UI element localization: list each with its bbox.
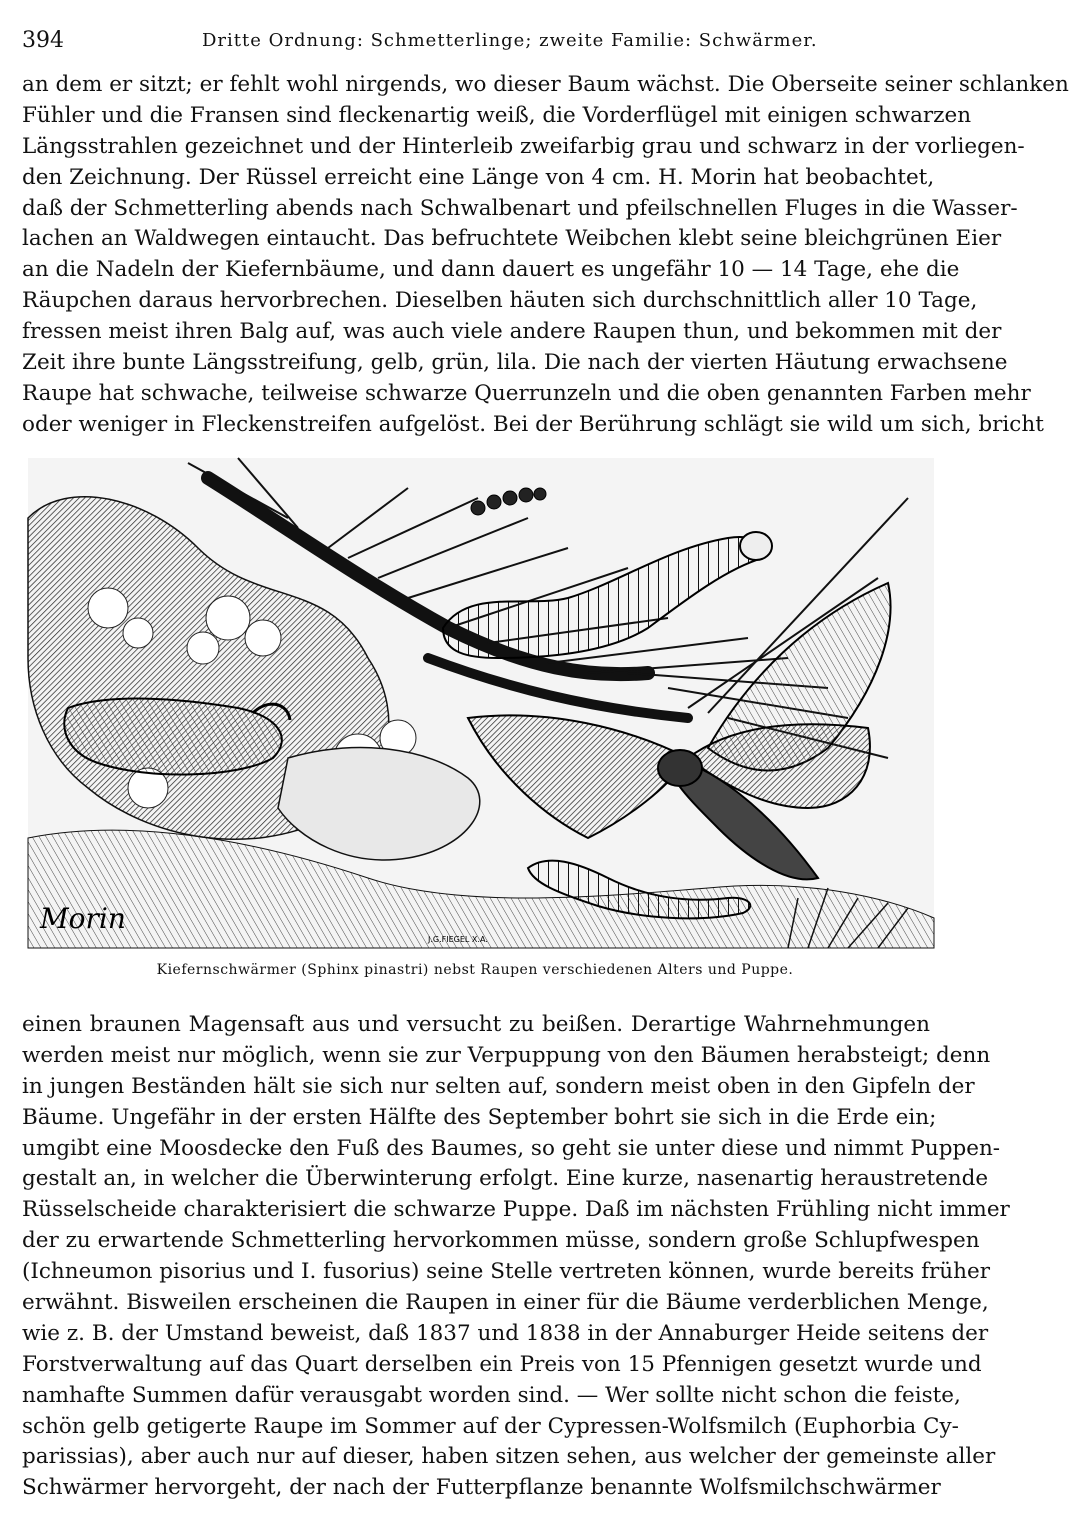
page-header xyxy=(22,28,928,56)
text-line: Rüsselscheide charakterisiert die schwarze Puppe. Daß im nächsten Frühling nicht immer xyxy=(22,1197,1010,1223)
text-line: Forstverwaltung auf das Quart derselben ein Preis von 15 Pfennigen gesetzt wurde und xyxy=(22,1351,982,1377)
page-number: 394 xyxy=(22,28,64,53)
text-line: Räupchen daraus hervorbrechen. Dieselben häuten sich durchschnittlich aller 10 Tage, xyxy=(22,288,978,314)
text-line: daß der Schmetterling abends nach Schwalbenart und pfeilschnellen Fluges in die Wasser- xyxy=(22,195,1018,221)
text-line: gestalt an, in welcher die Überwinterung erfolgt. Eine kurze, nasenartig heraustretende xyxy=(22,1166,989,1192)
figure-caption: Kiefernschwärmer (Sphinx pinastri) nebst Raupen verschiedenen Alters und Puppe. xyxy=(156,962,794,978)
text-line: Zeit ihre bunte Längsstreifung, gelb, grün, lila. Die nach der vierten Häutung erwachsene xyxy=(22,350,1008,376)
engraving-illustration xyxy=(28,458,934,948)
text-line: oder weniger in Fleckenstreifen aufgelöst. Bei der Berührung schlägt sie wild um sich, bricht xyxy=(22,411,1044,437)
text-line: einen braunen Magensaft aus und versucht zu beißen. Derartige Wahrnehmungen xyxy=(22,1012,930,1037)
text-line: schön gelb getigerte Raupe im Sommer auf der Cypressen-Wolfsmilch (Euphorbia Cy- xyxy=(22,1413,959,1439)
paragraph-top xyxy=(22,70,1069,441)
text-line: Raupe hat schwache, teilweise schwarze Querrunzeln und die oben genannten Farben mehr xyxy=(22,380,1031,406)
text-line: Schwärmer hervorgeht, der nach der Futterpflanze benannte Wolfsmilchschwärmer xyxy=(22,1475,941,1501)
text-line: parissias), aber auch nur auf dieser, haben sitzen sehen, aus welcher der gemeinste aller xyxy=(22,1444,996,1470)
text-line: wie z. B. der Umstand beweist, daß 1837 und 1838 in der Annaburger Heide seitens der xyxy=(22,1320,989,1346)
text-line: Fühler und die Fransen sind fleckenartig weiß, die Vorderflügel mit einigen schwarzen xyxy=(22,102,972,128)
text-line: fressen meist ihren Balg auf, was auch viele andere Raupen thun, und bekommen mit der xyxy=(22,319,1002,345)
artist-signature: Morin xyxy=(40,902,126,935)
engraving-figure xyxy=(28,458,934,948)
running-title: Dritte Ordnung: Schmetterlinge; zweite Familie: Schwärmer. xyxy=(202,30,818,51)
text-line: lachen an Waldwegen eintaucht. Das befruchtete Weibchen klebt seine bleichgrünen Eier xyxy=(22,226,1002,252)
text-line: umgibt eine Moosdecke den Fuß des Baumes, so geht sie unter diese und nimmt Puppen- xyxy=(22,1135,1001,1161)
text-line: in jungen Beständen hält sie sich nur selten auf, sondern meist oben in den Gipfeln der xyxy=(22,1073,975,1099)
text-line: an dem er sitzt; er fehlt wohl nirgends, wo dieser Baum wächst. Die Oberseite seiner schlanken xyxy=(22,72,1069,97)
text-line: an die Nadeln der Kiefernbäume, und dann dauert es ungefähr 10 — 14 Tage, ehe die xyxy=(22,257,960,283)
paragraph-bottom xyxy=(22,1010,1010,1504)
text-line: namhafte Summen dafür verausgabt worden sind. — Wer sollte nicht schon die feiste, xyxy=(22,1382,961,1408)
text-line: Bäume. Ungefähr in der ersten Hälfte des September bohrt sie sich in die Erde ein; xyxy=(22,1104,937,1130)
text-line: der zu erwartende Schmetterling hervorkommen müsse, sondern große Schlupfwespen xyxy=(22,1228,980,1254)
text-line: werden meist nur möglich, wenn sie zur Verpuppung von den Bäumen herabsteigt; denn xyxy=(22,1042,991,1068)
text-line: (Ichneumon pisorius und I. fusorius) seine Stelle vertreten können, wurde bereits früher xyxy=(22,1259,991,1285)
text-line: erwähnt. Bisweilen erscheinen die Raupen in einer für die Bäume verderblichen Menge, xyxy=(22,1290,989,1316)
text-line: Längsstrahlen gezeichnet und der Hinterleib zweifarbig grau und schwarz in der vorliegen- xyxy=(22,133,1025,159)
text-line: den Zeichnung. Der Rüssel erreicht eine Länge von 4 cm. H. Morin hat beobachtet, xyxy=(22,164,935,190)
engraver-mark: J.G.FIEGEL X.A. xyxy=(428,935,488,944)
